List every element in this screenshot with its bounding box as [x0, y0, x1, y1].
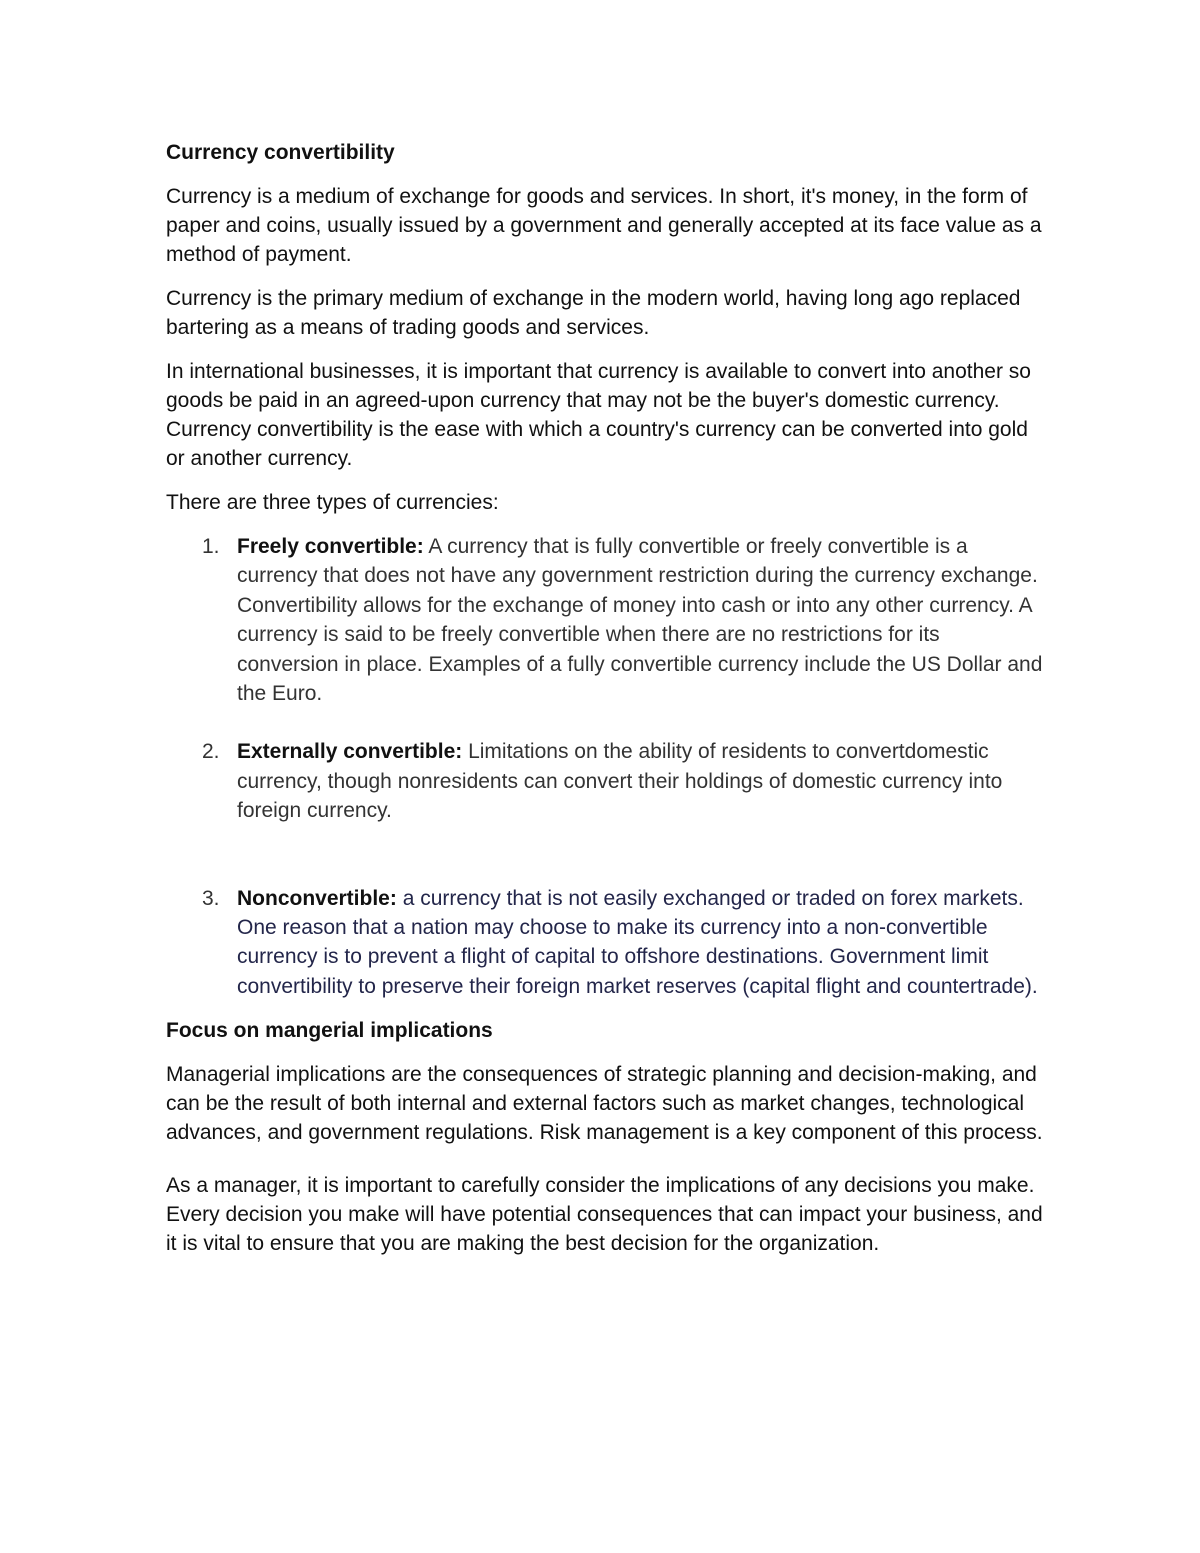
list-term: Externally convertible:: [237, 740, 463, 764]
list-text: a currency that is not easily exchanged or traded on forex markets. One reason that a nation may choose to make its currency into a non-convertible currency is to prevent a flight of capital to offshore destinations. Government limit convertibility to preserve their foreign market reserves (capital flight and countertrade).: [237, 886, 1038, 998]
list-term: Freely convertible:: [237, 535, 424, 558]
paragraph-currency-medium: Currency is the primary medium of exchange in the modern world, having long ago replaced bartering as a means of trading goods and services.: [166, 287, 1021, 339]
paragraph-three-types: There are three types of currencies:: [166, 491, 499, 514]
paragraph-manager-decisions: As a manager, it is important to carefully consider the implications of any decisions you make. Every decision you make will have potential consequences that can impact your business, and it is vital to ensure that you are making the best decision for the organization.: [166, 1174, 1043, 1256]
list-term: Nonconvertible:: [237, 886, 397, 910]
paragraph-currency-definition: Currency is a medium of exchange for goods and services. In short, it's money, in the form of paper and coins, usually issued by a government and generally accepted at its face value as a method of payment.: [166, 185, 1042, 266]
list-number: 3.: [202, 886, 220, 910]
currency-types-list: [166, 532, 1046, 1001]
list-number: 2.: [202, 740, 220, 764]
document-page: [166, 138, 1046, 1273]
list-item-nonconvertible: [166, 884, 1046, 1002]
paragraph-international-business: In international businesses, it is important that currency is available to convert into another so goods be paid in an agreed-upon currency that may not be the buyer's domestic currency. Currency convertibility is the ease with which a country's currency can be converted into gold or another currency.: [166, 360, 1031, 470]
section-heading-currency-convertibility: Currency convertibility: [166, 141, 395, 164]
paragraph-managerial-implications: Managerial implications are the consequences of strategic planning and decision-making, and can be the result of both internal and external factors such as market changes, technological advances, and government regulations. Risk management is a key component of this process.: [166, 1063, 1043, 1145]
list-text: Limitations on the ability of residents to convertdomestic currency, though nonresidents can convert their holdings of domestic currency into foreign currency.: [237, 740, 1003, 823]
list-item-externally-convertible: [166, 737, 1046, 825]
list-text: A currency that is fully convertible or freely convertible is a currency that does not have any government restriction during the currency exchange. Convertibility allows for the exchange of money into cash or into any other currency. A currency is said to be freely convertible when there are no restrictions for its conversion in place. Examples of a fully convertible currency include the US Dollar and the Euro.: [237, 535, 1043, 706]
section-heading-managerial-implications: Focus on mangerial implications: [166, 1019, 493, 1043]
list-item-freely-convertible: [166, 532, 1046, 708]
list-number: 1.: [202, 535, 220, 558]
